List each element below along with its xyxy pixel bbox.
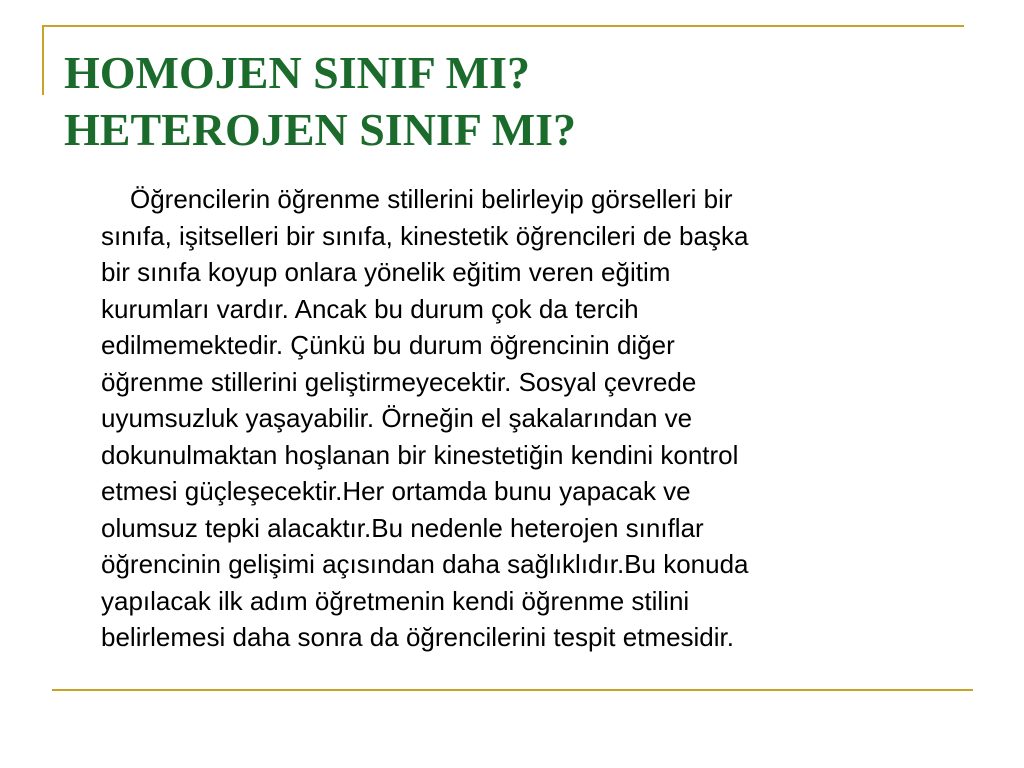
left-accent-line [42, 25, 44, 95]
body-line: yapılacak ilk adım öğretmenin kendi öğrenme stilini [101, 585, 690, 616]
bottom-divider-line [52, 689, 973, 691]
body-line: uyumsuzluk yaşayabilir. Örneğin el şakalarından ve [101, 403, 693, 433]
body-line: etmesi güçleşecektir.Her ortamda bunu yapacak ve [101, 476, 691, 506]
body-line: öğrenme stillerini geliştirmeyecektir. Sosyal çevrede [101, 366, 697, 397]
slide-title [64, 44, 576, 158]
slide-body-paragraph [101, 181, 971, 656]
body-line: olumsuz tepki alacaktır.Bu nedenle heterojen sınıflar [101, 512, 704, 543]
body-line: bir sınıfa koyup onlara yönelik eğitim veren eğitim [101, 257, 671, 287]
body-line: kurumları vardır. Ancak bu durum çok da tercih [101, 293, 639, 324]
top-divider-line [42, 25, 964, 27]
body-line: öğrencinin gelişimi açısından daha sağlıklıdır.Bu konuda [101, 549, 749, 579]
slide-title-line-1: HOMOJEN SINIF MI? [64, 47, 530, 98]
body-line: dokunulmaktan hoşlanan bir kinestetiğin kendini kontrol [101, 439, 739, 470]
slide-title-line-2: HETEROJEN SINIF MI? [64, 104, 577, 155]
body-line: sınıfa, işitselleri bir sınıfa, kinestetik öğrencileri de başka [101, 220, 749, 251]
body-line: belirlemesi daha sonra da öğrencilerini tespit etmesidir. [101, 622, 734, 652]
body-line: edilmemektedir. Çünkü bu durum öğrencinin diğer [101, 330, 675, 360]
body-line: Öğrencilerin öğrenme stillerini belirleyip görselleri bir [130, 184, 733, 214]
